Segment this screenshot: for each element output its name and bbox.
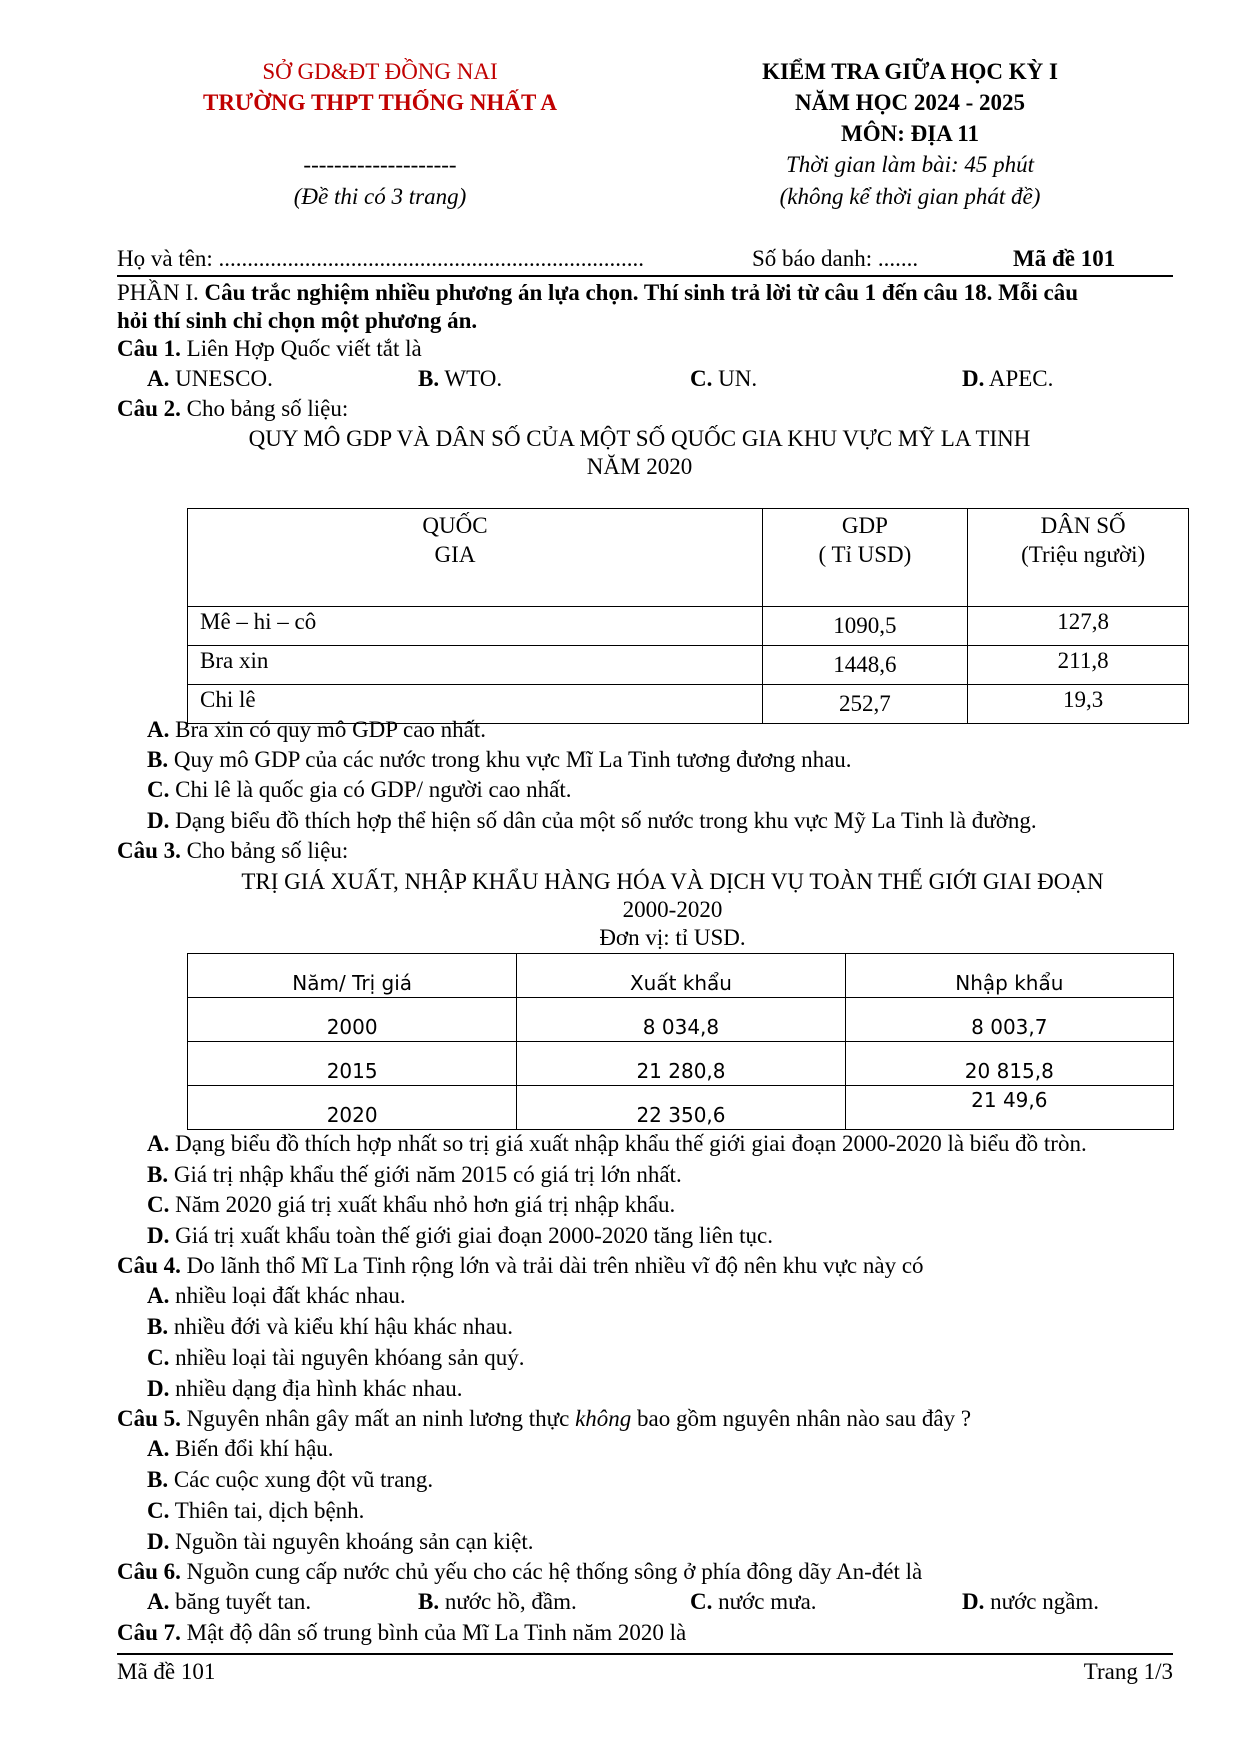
school-year: NĂM HỌC 2024 - 2025 [795,90,1025,115]
option-key: C. [147,1345,170,1370]
q2-option-a[interactable] [147,717,486,743]
option-text: Thiên tai, dịch bệnh. [169,1498,365,1523]
table-cell: 211,8 [968,646,1189,685]
table-cell: 8 003,7 [845,998,1173,1042]
table-cell: Chi lê [188,685,763,724]
q5-option-a[interactable] [147,1436,334,1462]
table-cell: 2000 [188,998,517,1042]
option-text: Bra xin có quy mô GDP cao nhất. [169,717,486,742]
question-label: Câu 6. [117,1559,181,1584]
option-key: D. [147,1223,170,1248]
part1-instruction-cont: hỏi thí sinh chỉ chọn một phương án. [117,308,478,333]
footer-page-number: Trang 1/3 [1083,1659,1173,1684]
table-header-cell: Nhập khẩu [845,954,1173,998]
option-key: C. [147,1192,170,1217]
table-cell: 1090,5 [762,607,968,646]
option-key: A. [147,717,170,742]
question-3 [117,838,1191,864]
table-header-cell: Năm/ Trị giá [188,954,517,998]
q4-option-a[interactable] [147,1283,406,1309]
table1-title-year: NĂM 2020 [586,454,693,479]
option-text: Dạng biểu đồ thích hợp thể hiện số dân của một số nước trong khu vực Mỹ La Tinh là đường. [169,808,1037,833]
table-cell: 21 280,8 [517,1042,845,1086]
question-2 [117,396,1191,422]
subject: MÔN: ĐỊA 11 [841,121,979,146]
question-1 [117,336,1191,362]
option-text: Giá trị xuất khẩu toàn thế giới giai đoạn 2000-2020 tăng liên tục. [169,1223,774,1248]
option-text: Biến đổi khí hậu. [169,1436,334,1461]
table-cell: 8 034,8 [517,998,845,1042]
option-text: Các cuộc xung đột vũ trang. [168,1467,434,1492]
table-cell: Bra xin [188,646,763,685]
header-divider [117,275,1173,277]
header-country-1: QUỐC [422,513,488,538]
exam-time-note: (không kể thời gian phát đề) [779,184,1041,209]
option-text: Năm 2020 giá trị xuất khẩu nhỏ hơn giá trị nhập khẩu. [169,1192,676,1217]
q4-option-c[interactable] [147,1345,525,1371]
table2-title-period: 2000-2020 [622,897,723,922]
option-key: D. [147,1529,170,1554]
q5-option-d[interactable] [147,1529,533,1555]
exam-time: Thời gian làm bài: 45 phút [785,152,1035,177]
table-header-row [188,954,1174,998]
school-name: TRƯỜNG THPT THỐNG NHẤT A [202,90,558,115]
table-cell: 127,8 [968,607,1189,646]
question-label: Câu 7. [117,1620,181,1645]
option-key: A. [147,1436,170,1461]
option-text: Giá trị nhập khẩu thế giới năm 2015 có giá trị lớn nhất. [168,1162,682,1187]
question-emphasis: không [575,1406,632,1431]
option-text: nhiều loại tài nguyên khóang sản quý. [169,1345,525,1370]
table2-unit: Đơn vị: tỉ USD. [599,925,746,950]
option-text: Quy mô GDP của các nước trong khu vực Mĩ La Tinh tương đương nhau. [168,747,852,772]
option-text: nhiều đới và kiểu khí hậu khác nhau. [168,1314,514,1339]
option-key: A. [147,1131,170,1156]
table-cell: 20 815,8 [845,1042,1173,1086]
table2-title: TRỊ GIÁ XUẤT, NHẬP KHẨU HÀNG HÓA VÀ DỊCH VỤ TOÀN THẾ GIỚI GIAI ĐOẠN [241,869,1104,894]
option-key: B. [147,1467,169,1492]
table-header-cell [968,509,1189,607]
question-5 [117,1406,1191,1432]
option-text: Chi lê là quốc gia có GDP/ người cao nhất. [169,777,572,802]
option-text: nước mưa. [712,1589,817,1614]
option-text: UN. [712,366,758,391]
table-row [188,646,1189,685]
table-header-cell: Xuất khẩu [517,954,845,998]
option-text: Nguồn tài nguyên khoáng sản cạn kiệt. [169,1529,534,1554]
q5-option-c[interactable] [147,1498,364,1524]
option-key: B. [418,366,440,391]
table-cell: 19,3 [968,685,1189,724]
option-key: D. [147,808,170,833]
option-key: B. [147,1314,169,1339]
pages-note: (Đề thi có 3 trang) [293,184,467,209]
header-gdp-unit: ( Tỉ USD) [818,542,912,567]
q6-option-b[interactable] [418,1589,577,1615]
table-header-cell [188,509,763,607]
option-key: C. [147,777,170,802]
table-cell: Mê – hi – cô [188,607,763,646]
table-cell: 1448,6 [762,646,968,685]
header-gdp: GDP [841,513,888,538]
footer-exam-code: Mã đề 101 [117,1659,216,1684]
question-text: Nguồn cung cấp nước chủ yếu cho các hệ thống sông ở phía đông dãy An-đét là [180,1559,923,1584]
q1-option-c[interactable] [690,366,757,392]
q3-option-a[interactable] [147,1131,1087,1157]
q1-option-b[interactable] [418,366,502,392]
question-text-end: bao gồm nguyên nhân nào sau đây ? [631,1406,972,1431]
table1-title: QUY MÔ GDP VÀ DÂN SỐ CỦA MỘT SỐ QUỐC GIA KHU VỰC MỸ LA TINH [248,426,1031,451]
table-cell: 2020 [188,1086,517,1130]
question-label: Câu 3. [117,838,181,863]
part1-text: Câu trắc nghiệm nhiều phương án lựa chọn. Thí sinh trả lời từ câu 1 đến câu 18. Mỗi câu [204,280,1079,305]
option-key: C. [690,1589,713,1614]
option-text: nhiều dạng địa hình khác nhau. [169,1376,463,1401]
table-cell: 252,7 [762,685,968,724]
department-name: SỞ GD&ĐT ĐỒNG NAI [262,59,498,84]
header-dashes: -------------------- [303,152,457,177]
exam-title: KIỂM TRA GIỮA HỌC KỲ I [762,59,1058,84]
question-4 [117,1253,1191,1279]
q3-option-b[interactable] [147,1162,682,1188]
header-population-unit: (Triệu người) [1021,542,1146,567]
q2-option-b[interactable] [147,747,852,773]
question-label: Câu 4. [117,1253,181,1278]
table-row [188,1086,1174,1130]
table-row [188,1042,1174,1086]
q2-option-c[interactable] [147,777,572,803]
option-key: C. [147,1498,170,1523]
q2-option-d[interactable] [147,808,1037,834]
option-text: nhiều loại đất khác nhau. [169,1283,406,1308]
question-label: Câu 1. [117,336,181,361]
table-row [188,998,1174,1042]
table-row [188,607,1189,646]
q3-option-d[interactable] [147,1223,773,1249]
q1-option-a[interactable] [147,366,273,392]
option-text: băng tuyết tan. [169,1589,312,1614]
question-7 [117,1620,1191,1646]
q1-option-d[interactable] [962,366,1053,392]
option-key: D. [147,1376,170,1401]
q4-option-d[interactable] [147,1376,463,1402]
option-key: D. [962,1589,985,1614]
option-text: nước hồ, đầm. [439,1589,577,1614]
option-key: B. [147,1162,169,1187]
question-text: Cho bảng số liệu: [180,396,349,421]
question-text: Mật độ dân số trung bình của Mĩ La Tinh năm 2020 là [180,1620,687,1645]
part1-prefix: PHẦN I. [117,280,205,305]
header-population: DÂN SỐ [1040,513,1126,538]
q4-option-b[interactable] [147,1314,513,1340]
option-text: UNESCO. [169,366,273,391]
option-text: nước ngầm. [984,1589,1100,1614]
footer-divider [117,1653,1173,1655]
option-key: D. [962,366,985,391]
table-cell: 2015 [188,1042,517,1086]
option-text: Dạng biểu đồ thích hợp nhất so trị giá xuất nhập khẩu thế giới giai đoạn 2000-2020 là biểu đồ tròn. [169,1131,1087,1156]
trade-value-table [187,953,1174,1130]
option-key: A. [147,366,170,391]
option-key: B. [418,1589,440,1614]
header-country-2: GIA [434,542,476,567]
student-name-field: Họ và tên: .......................................................................... [117,246,645,271]
table-header-cell [762,509,968,607]
table-cell: 22 350,6 [517,1086,845,1130]
q5-option-b[interactable] [147,1467,433,1493]
table-cell: 21 49,6 [845,1086,1173,1130]
question-text: Nguyên nhân gây mất an ninh lương thực [180,1406,576,1431]
option-text: APEC. [984,366,1054,391]
option-key: A. [147,1589,170,1614]
student-id-field: Số báo danh: ....... [752,246,919,271]
option-key: B. [147,747,169,772]
option-key: A. [147,1283,170,1308]
question-6 [117,1559,1191,1585]
question-text: Liên Hợp Quốc viết tắt là [180,336,422,361]
option-text: WTO. [439,366,503,391]
q6-option-c[interactable] [690,1589,817,1615]
question-label: Câu 2. [117,396,181,421]
gdp-population-table [187,508,1189,724]
q6-option-d[interactable] [962,1589,1099,1615]
question-text: Cho bảng số liệu: [180,838,349,863]
q6-option-a[interactable] [147,1589,311,1615]
q3-option-c[interactable] [147,1192,675,1218]
exam-code: Mã đề 101 [1013,246,1116,271]
option-key: C. [690,366,713,391]
question-text: Do lãnh thổ Mĩ La Tinh rộng lớn và trải dài trên nhiều vĩ độ nên khu vực này có [180,1253,924,1278]
question-label: Câu 5. [117,1406,181,1431]
part1-instruction [117,280,1191,306]
